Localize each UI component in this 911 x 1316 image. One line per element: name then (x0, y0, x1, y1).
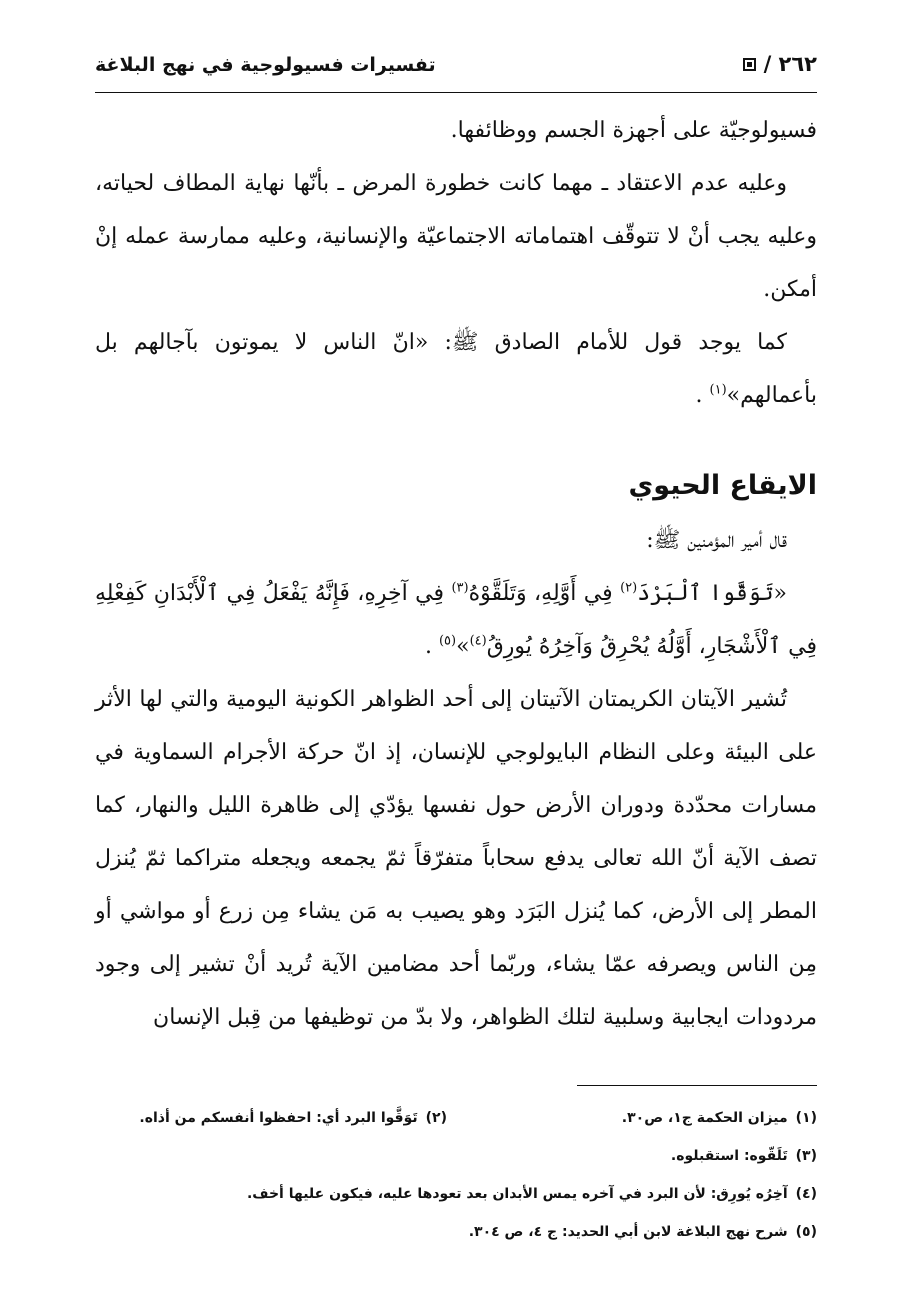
paragraph-3-text: كما يوجد قول للأمام الصادق ﷺ: «انّ الناس لا يموتون بآجالهم بل بأعمالهم» (95, 330, 817, 408)
footnote-text: آخِرُه يُورِق: لأن البرد في آخره يمس الأبدان بعد تعودها عليه، فيكون عليها أخف. (246, 1186, 788, 1202)
section-heading: الايقاع الحيوي (628, 470, 817, 501)
paragraph-3 (95, 316, 817, 422)
body-section (95, 514, 817, 1044)
paragraph-2: وعليه عدم الاعتقاد ـ مهما كانت خطورة المرض ـ بأنّها نهاية المطاف لحياته، وعليه يجب أنْ لا تتوقّف اهتماماته الاجتماعيّة والإنسانية، وعليه ممارسة عمله إنْ أمكن. (95, 171, 817, 302)
footnote-4 (247, 1186, 817, 1202)
footnote-row (95, 1218, 817, 1256)
body-top (95, 104, 817, 422)
quote-part-e: . (424, 634, 439, 659)
footnote-ref-5[interactable]: (٥) (438, 633, 457, 649)
footnote-ref-2[interactable]: (٢) (620, 580, 638, 596)
footnote-text: تَلَقّوه: استقبلوه. (670, 1148, 788, 1164)
quote-part-c: فِي آخِرِهِ، فَإِنَّهُ يَفْعَلُ فِي ٱلْأَبْدَانِ كَفِعْلِهِ فِي ٱلْأَشْجَارِ، أَوَّلُهُ يُحْرِقُ وَآخِرُهُ يُورِقُ (95, 581, 817, 659)
quote-intro: قال أمير المؤمنين ﷺ: (646, 528, 787, 553)
footnote-number: (١) (795, 1110, 817, 1126)
footnote-row (95, 1104, 817, 1142)
footnote-3 (671, 1148, 817, 1164)
footnote-2 (139, 1110, 447, 1126)
footnote-ref-3[interactable]: (٣) (451, 580, 469, 596)
footnote-1 (622, 1110, 817, 1126)
hadith-quote (95, 567, 817, 673)
footnote-number: (٥) (795, 1224, 817, 1240)
running-header (95, 52, 817, 88)
footnote-number: (٤) (795, 1186, 817, 1202)
header-divider (95, 92, 817, 93)
footnote-row (95, 1142, 817, 1180)
footnote-number: (٢) (425, 1110, 447, 1126)
running-title: تفسيرات فسيولوجية في نهج البلاغة (95, 54, 436, 76)
paragraph-1: فسيولوجيّة على أجهزة الجسم ووظائفها. (450, 118, 817, 143)
footnote-row (95, 1180, 817, 1218)
footnote-number: (٣) (795, 1148, 817, 1164)
paragraph-3-end: . (695, 383, 710, 408)
footnotes (95, 1104, 817, 1256)
page-number-text: ٢٦٢ / (763, 52, 817, 76)
page-number (743, 52, 817, 76)
footnote-text: ميزان الحكمة ج١، ص٣٠. (621, 1110, 788, 1126)
footnote-ref-4[interactable]: (٤) (469, 633, 487, 649)
footnote-divider (577, 1085, 817, 1086)
quote-part-a: «تَوَقَّوا ٱلْبَرْدَ (637, 581, 788, 606)
footnote-5 (469, 1224, 817, 1240)
quote-part-d: » (456, 634, 470, 659)
footnote-ref-1[interactable]: (١) (709, 382, 727, 398)
quote-part-b: فِي أَوَّلِهِ، وَتَلَقَّوْهُ (468, 581, 621, 606)
paragraph-4: تُشير الآيتان الكريمتان الآتيتان إلى أحد الظواهر الكونية اليومية والتي لها الأثر على البيئة وعلى النظام البايولوجي للإنسان، إذ انّ حركة الأجرام السماوية في مسارات محدّدة ودوران الأرض حول نفسها يؤدّي إلى ظاهرة الليل والنهار، كما تصف الآية أنّ الله تعالى يدفع سحاباً متفرّقاً ثمّ يجمعه ويجعله متراكما ثمّ يُنزل المطر إلى الأرض، كما يُنزل البَرَد وهو يصيب به مَن يشاء مِن زرع أو مواشي أو مِن الناس ويصرفه عمّا يشاء، وربّما أحد مضامين الآية تُريد أنْ تشير إلى وجود مردودات ايجابية وسلبية لتلك الظواهر، ولا بدّ من توظيفها من قِبل الإنسان (95, 687, 817, 1030)
square-ornament-icon (743, 58, 756, 71)
footnote-text: تَوَقَّوا البرد أي: احفظوا أنفسكم من أذاه. (139, 1110, 418, 1126)
footnote-text: شرح نهج البلاغة لابن أبي الحديد: ج ٤، ص ٣٠٤. (468, 1224, 788, 1240)
